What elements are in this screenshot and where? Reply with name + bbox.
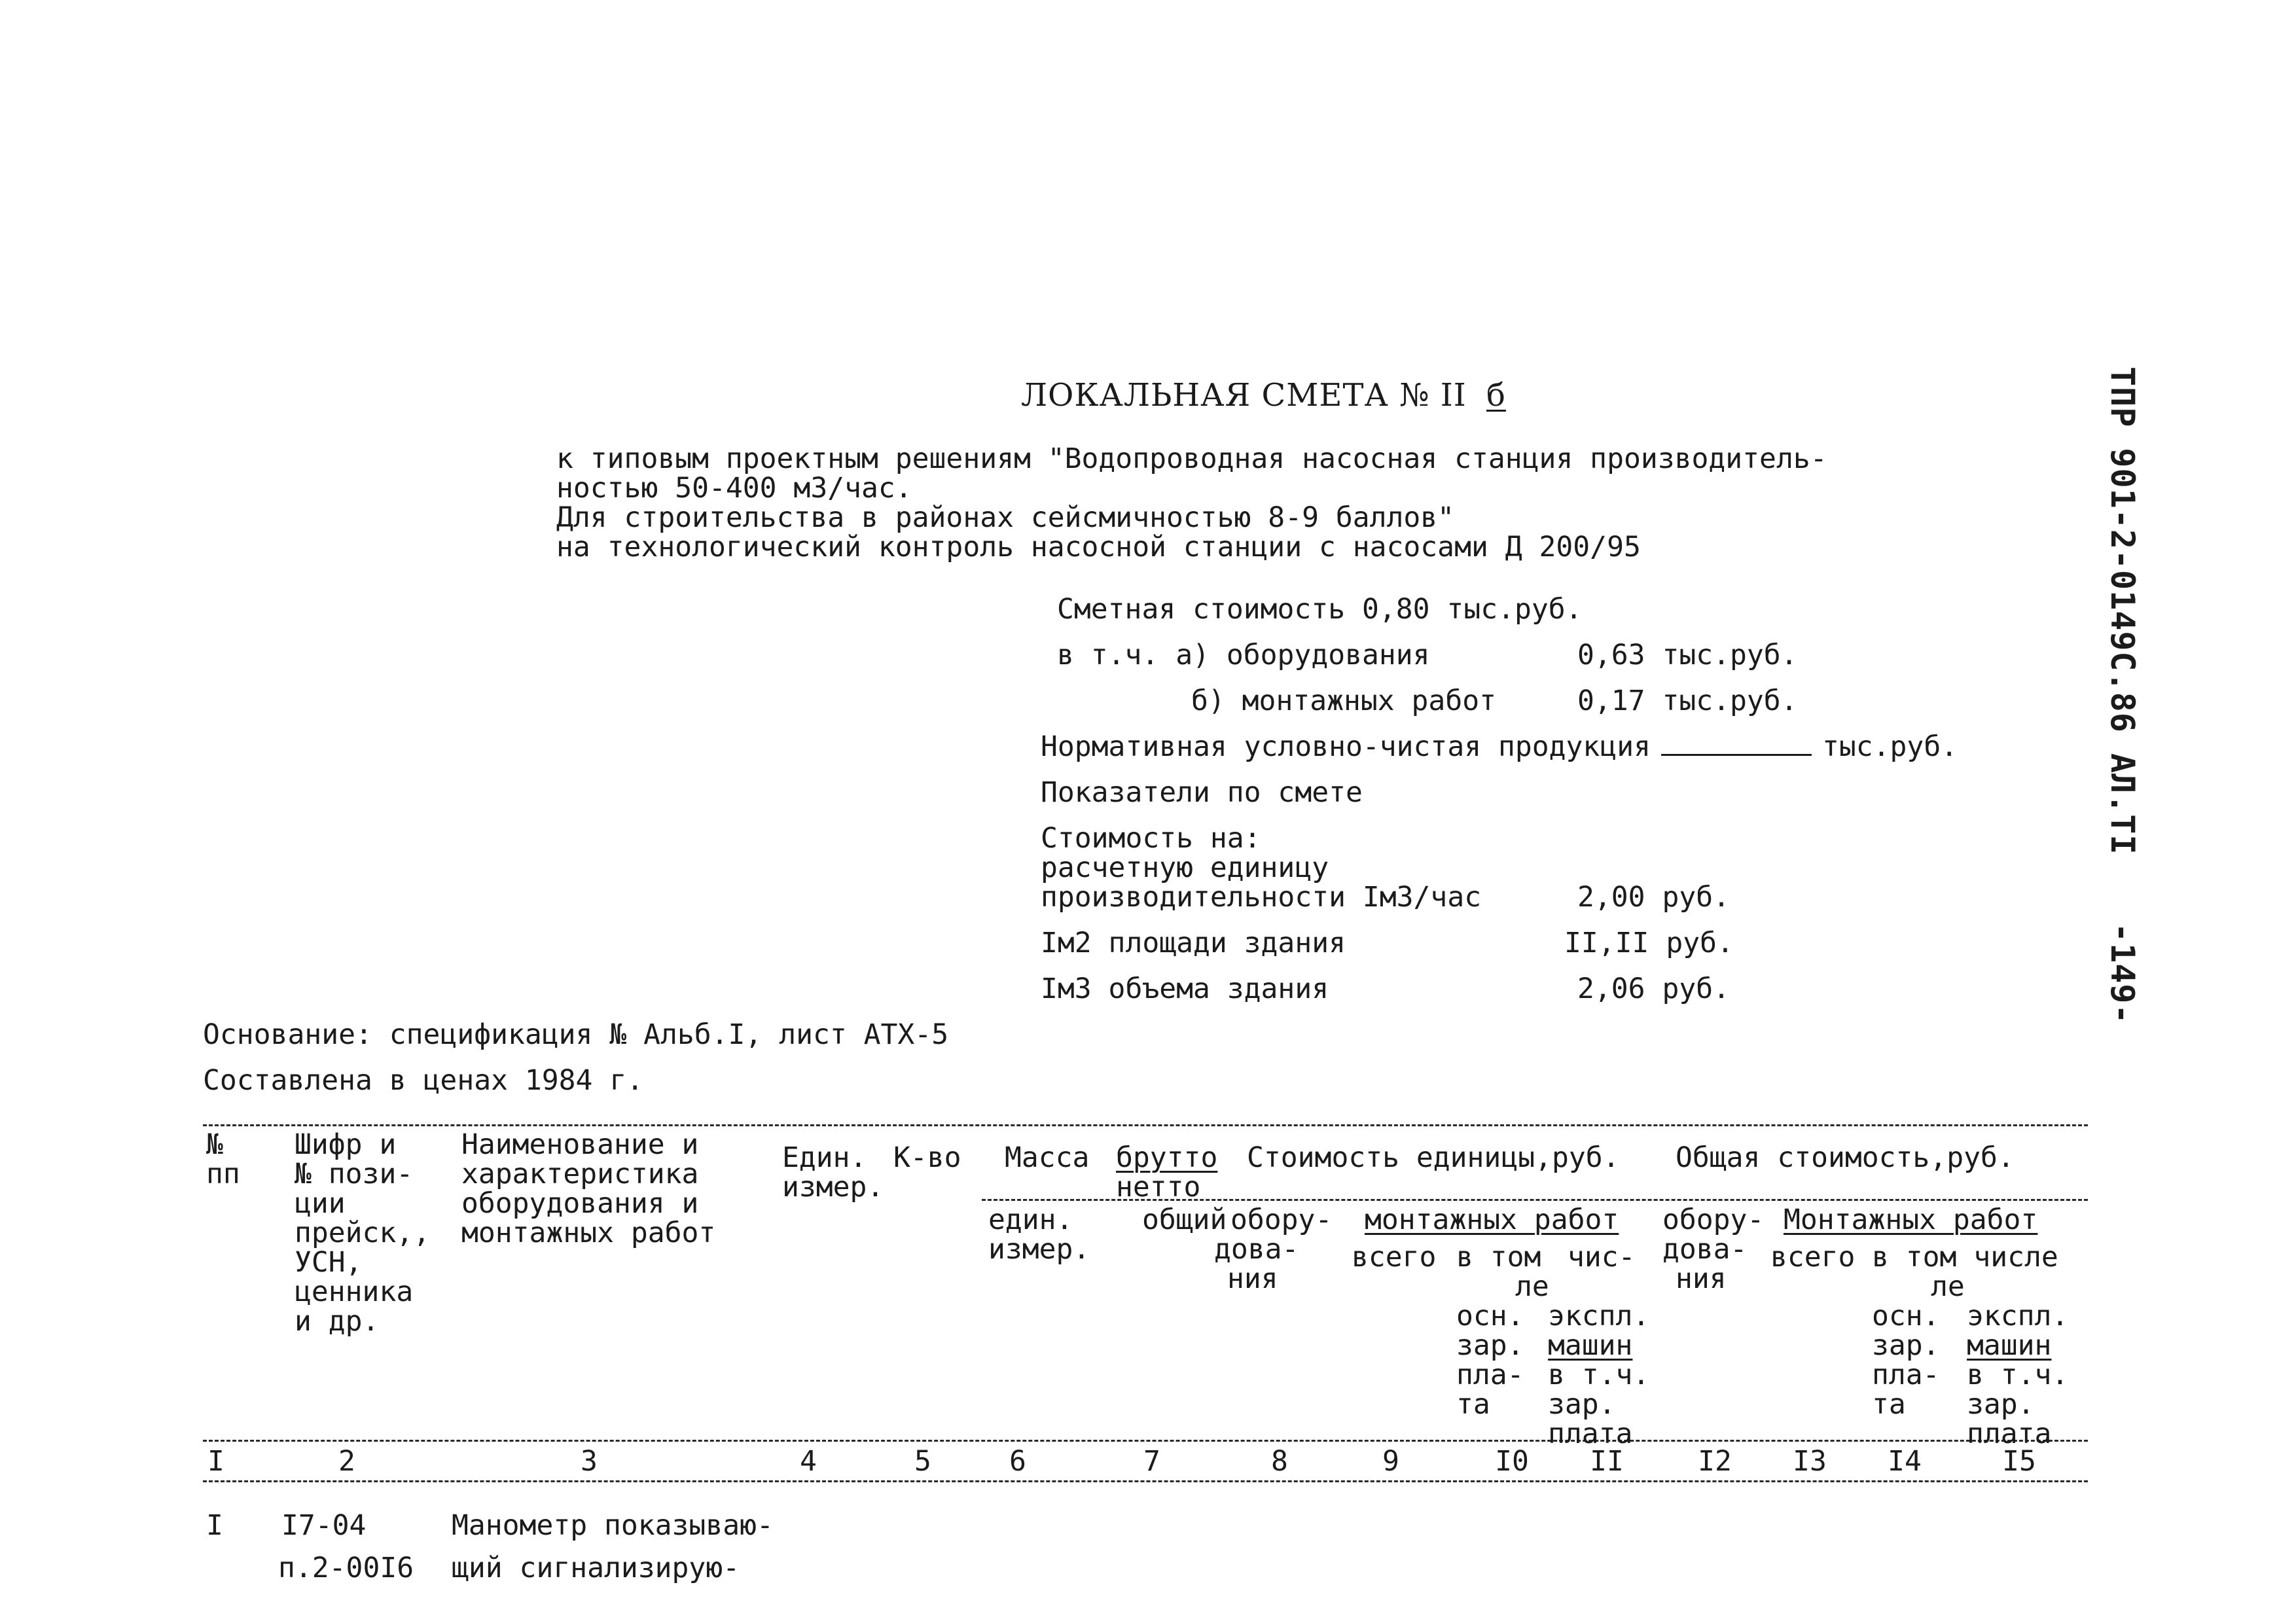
intro-line-4: на технологический контроль насосной станции с насосами Д 200/95 — [556, 531, 1641, 563]
header-osn2-4: та — [1872, 1388, 1906, 1421]
normative-unit: тыс.руб. — [1821, 730, 1958, 763]
row-name-line1: Манометр показываю- — [452, 1509, 774, 1542]
header-c2-line3: ции — [295, 1187, 346, 1220]
header-vsego-2: всего — [1770, 1241, 1856, 1274]
header-install-works-2: Монтажных работ — [1784, 1204, 2038, 1236]
header-bottom-rule — [203, 1440, 2088, 1442]
header-c1-line1: № — [206, 1128, 223, 1161]
header-v-tom-chisle-2: в том числе — [1872, 1241, 2058, 1274]
header-vsego: всего — [1352, 1241, 1437, 1274]
unit-value: 2,00 руб. — [1577, 881, 1730, 914]
header-osn-3: пла- — [1456, 1359, 1524, 1391]
header-ekspl-5: плата — [1548, 1418, 1633, 1450]
header-osn2-3: пла- — [1872, 1359, 1940, 1391]
area-label: Iм2 площади здания — [1041, 927, 1346, 959]
estimated-cost: Сметная стоимость 0,80 тыс.руб. — [1057, 593, 1583, 626]
header-total-cost: Общая стоимость,руб. — [1676, 1141, 2015, 1174]
row-code-line2: п.2-00I6 — [278, 1552, 414, 1584]
header-c2-line1: Шифр и — [295, 1128, 397, 1161]
header-c3-line4: монтажных работ — [461, 1217, 716, 1249]
header-osn2-1: осн. — [1872, 1300, 1940, 1332]
header-ekspl2-3: в т.ч. — [1967, 1359, 2069, 1391]
header-brutto: брутто — [1116, 1141, 1218, 1174]
row-number: I — [206, 1509, 223, 1542]
table-top-rule — [203, 1124, 2088, 1126]
col-number-7: 7 — [1143, 1445, 1160, 1478]
col-number-6: 6 — [1009, 1445, 1026, 1478]
unit-line-1: расчетную единицу — [1041, 851, 1329, 884]
header-equip2-line3: ния — [1676, 1262, 1727, 1295]
col-number-11: II — [1590, 1445, 1624, 1478]
indicators-heading: Показатели по смете — [1041, 776, 1363, 809]
header-equip-line2: дова- — [1214, 1233, 1299, 1266]
header-c3-line1: Наименование и — [461, 1128, 699, 1161]
header-chislo: чис- — [1568, 1241, 1636, 1274]
header-c4-line2: измер. — [782, 1171, 884, 1204]
equipment-label: в т.ч. а) оборудования — [1057, 639, 1430, 671]
header-ekspl2-4: зар. — [1967, 1388, 2035, 1421]
volume-value: 2,06 руб. — [1577, 972, 1730, 1005]
side-page-number: -149- — [2104, 923, 2142, 1025]
row-code-line1: I7-04 — [281, 1509, 367, 1542]
header-c2-line7: и др. — [295, 1305, 380, 1338]
normative-label: Нормативная условно-чистая продукция — [1041, 730, 1651, 763]
title-suffix: б — [1486, 377, 1506, 414]
side-code: ТПР 901-2-0149С.86 АЛ.ТI — [2104, 366, 2142, 855]
header-equip2-line1: обору- — [1662, 1204, 1765, 1236]
equipment-value: 0,63 тыс.руб. — [1577, 639, 1798, 671]
cost-per-label: Стоимость на: — [1041, 822, 1261, 855]
install-value: 0,17 тыс.руб. — [1577, 685, 1798, 717]
volume-label: Iм3 объема здания — [1041, 972, 1329, 1005]
header-c5: К-во — [893, 1141, 961, 1174]
header-ekspl2-2: машин — [1967, 1329, 2052, 1362]
intro-line-2: ностью 50-400 м3/час. — [556, 472, 912, 505]
col-number-10: I0 — [1495, 1445, 1529, 1478]
header-c2-line2: № пози- — [295, 1158, 414, 1190]
header-mass: Масса — [1005, 1141, 1090, 1174]
header-ekspl-2: машин — [1548, 1329, 1633, 1362]
header-equip-line3: ния — [1227, 1262, 1278, 1295]
header-ekspl2-1: экспл. — [1967, 1300, 2069, 1332]
header-osn-4: та — [1456, 1388, 1490, 1421]
header-ekspl-1: экспл. — [1548, 1300, 1650, 1332]
title-text: ЛОКАЛЬНАЯ СМЕТА № II — [1021, 377, 1467, 414]
header-mass-unit-1: един. — [988, 1204, 1073, 1236]
header-ekspl2-5: плата — [1967, 1418, 2052, 1450]
header-c1-line2: пп — [206, 1158, 240, 1190]
header-c2-line4: прейск,, — [295, 1217, 431, 1249]
col-number-1: I — [207, 1445, 224, 1478]
header-osn-2: зар. — [1456, 1329, 1524, 1362]
header-c2-line5: УСН, — [295, 1246, 363, 1279]
unit-line-2: производительности Iм3/час — [1041, 881, 1482, 914]
row-name-line2: щий сигнализирую- — [452, 1552, 740, 1584]
col-number-8: 8 — [1271, 1445, 1288, 1478]
install-label: б) монтажных работ — [1191, 685, 1496, 717]
header-c3-line2: характеристика — [461, 1158, 699, 1190]
normative-line — [1041, 730, 1958, 763]
normative-blank — [1661, 734, 1812, 756]
basis-line: Основание: спецификация № Альб.I, лист АТХ-5 — [203, 1018, 949, 1051]
document-title — [1021, 377, 1506, 414]
intro-line-1: к типовым проектным решениям "Водопроводная насосная станция производитель- — [556, 442, 1827, 475]
col-number-3: 3 — [581, 1445, 598, 1478]
header-osn-1: осн. — [1456, 1300, 1524, 1332]
col-number-15: I5 — [2002, 1445, 2036, 1478]
col-number-9: 9 — [1382, 1445, 1399, 1478]
col-number-2: 2 — [338, 1445, 355, 1478]
col-number-4: 4 — [800, 1445, 817, 1478]
header-equip-line1: обору- — [1230, 1204, 1333, 1236]
intro-line-3: Для строительства в районах сейсмичностью 8-9 баллов" — [556, 501, 1455, 534]
header-c3-line3: оборудования и — [461, 1187, 699, 1220]
col-number-13: I3 — [1793, 1445, 1827, 1478]
header-c2-line6: ценника — [295, 1275, 414, 1308]
column-numbers-rule — [203, 1480, 2088, 1482]
header-equip2-line2: дова- — [1662, 1233, 1748, 1266]
col-number-12: I2 — [1698, 1445, 1732, 1478]
header-install-works: монтажных работ — [1365, 1204, 1619, 1236]
header-osn2-2: зар. — [1872, 1329, 1940, 1362]
header-ekspl-3: в т.ч. — [1548, 1359, 1650, 1391]
header-unit-cost: Стоимость единицы,руб. — [1247, 1141, 1620, 1174]
header-netto: нетто — [1116, 1171, 1201, 1204]
area-value: II,II руб. — [1564, 927, 1734, 959]
header-ekspl-4: зар. — [1548, 1388, 1616, 1421]
header-mass-unit-2: измер. — [988, 1233, 1090, 1266]
compiled-line: Составлена в ценах 1984 г. — [203, 1064, 644, 1097]
header-v-tom: в том — [1456, 1241, 1541, 1274]
header-le-2: ле — [1931, 1270, 1965, 1303]
header-mass-total: общий — [1142, 1204, 1227, 1236]
col-number-5: 5 — [914, 1445, 931, 1478]
col-number-14: I4 — [1888, 1445, 1922, 1478]
header-le: ле — [1515, 1270, 1549, 1303]
header-c4-line1: Един. — [782, 1141, 867, 1174]
